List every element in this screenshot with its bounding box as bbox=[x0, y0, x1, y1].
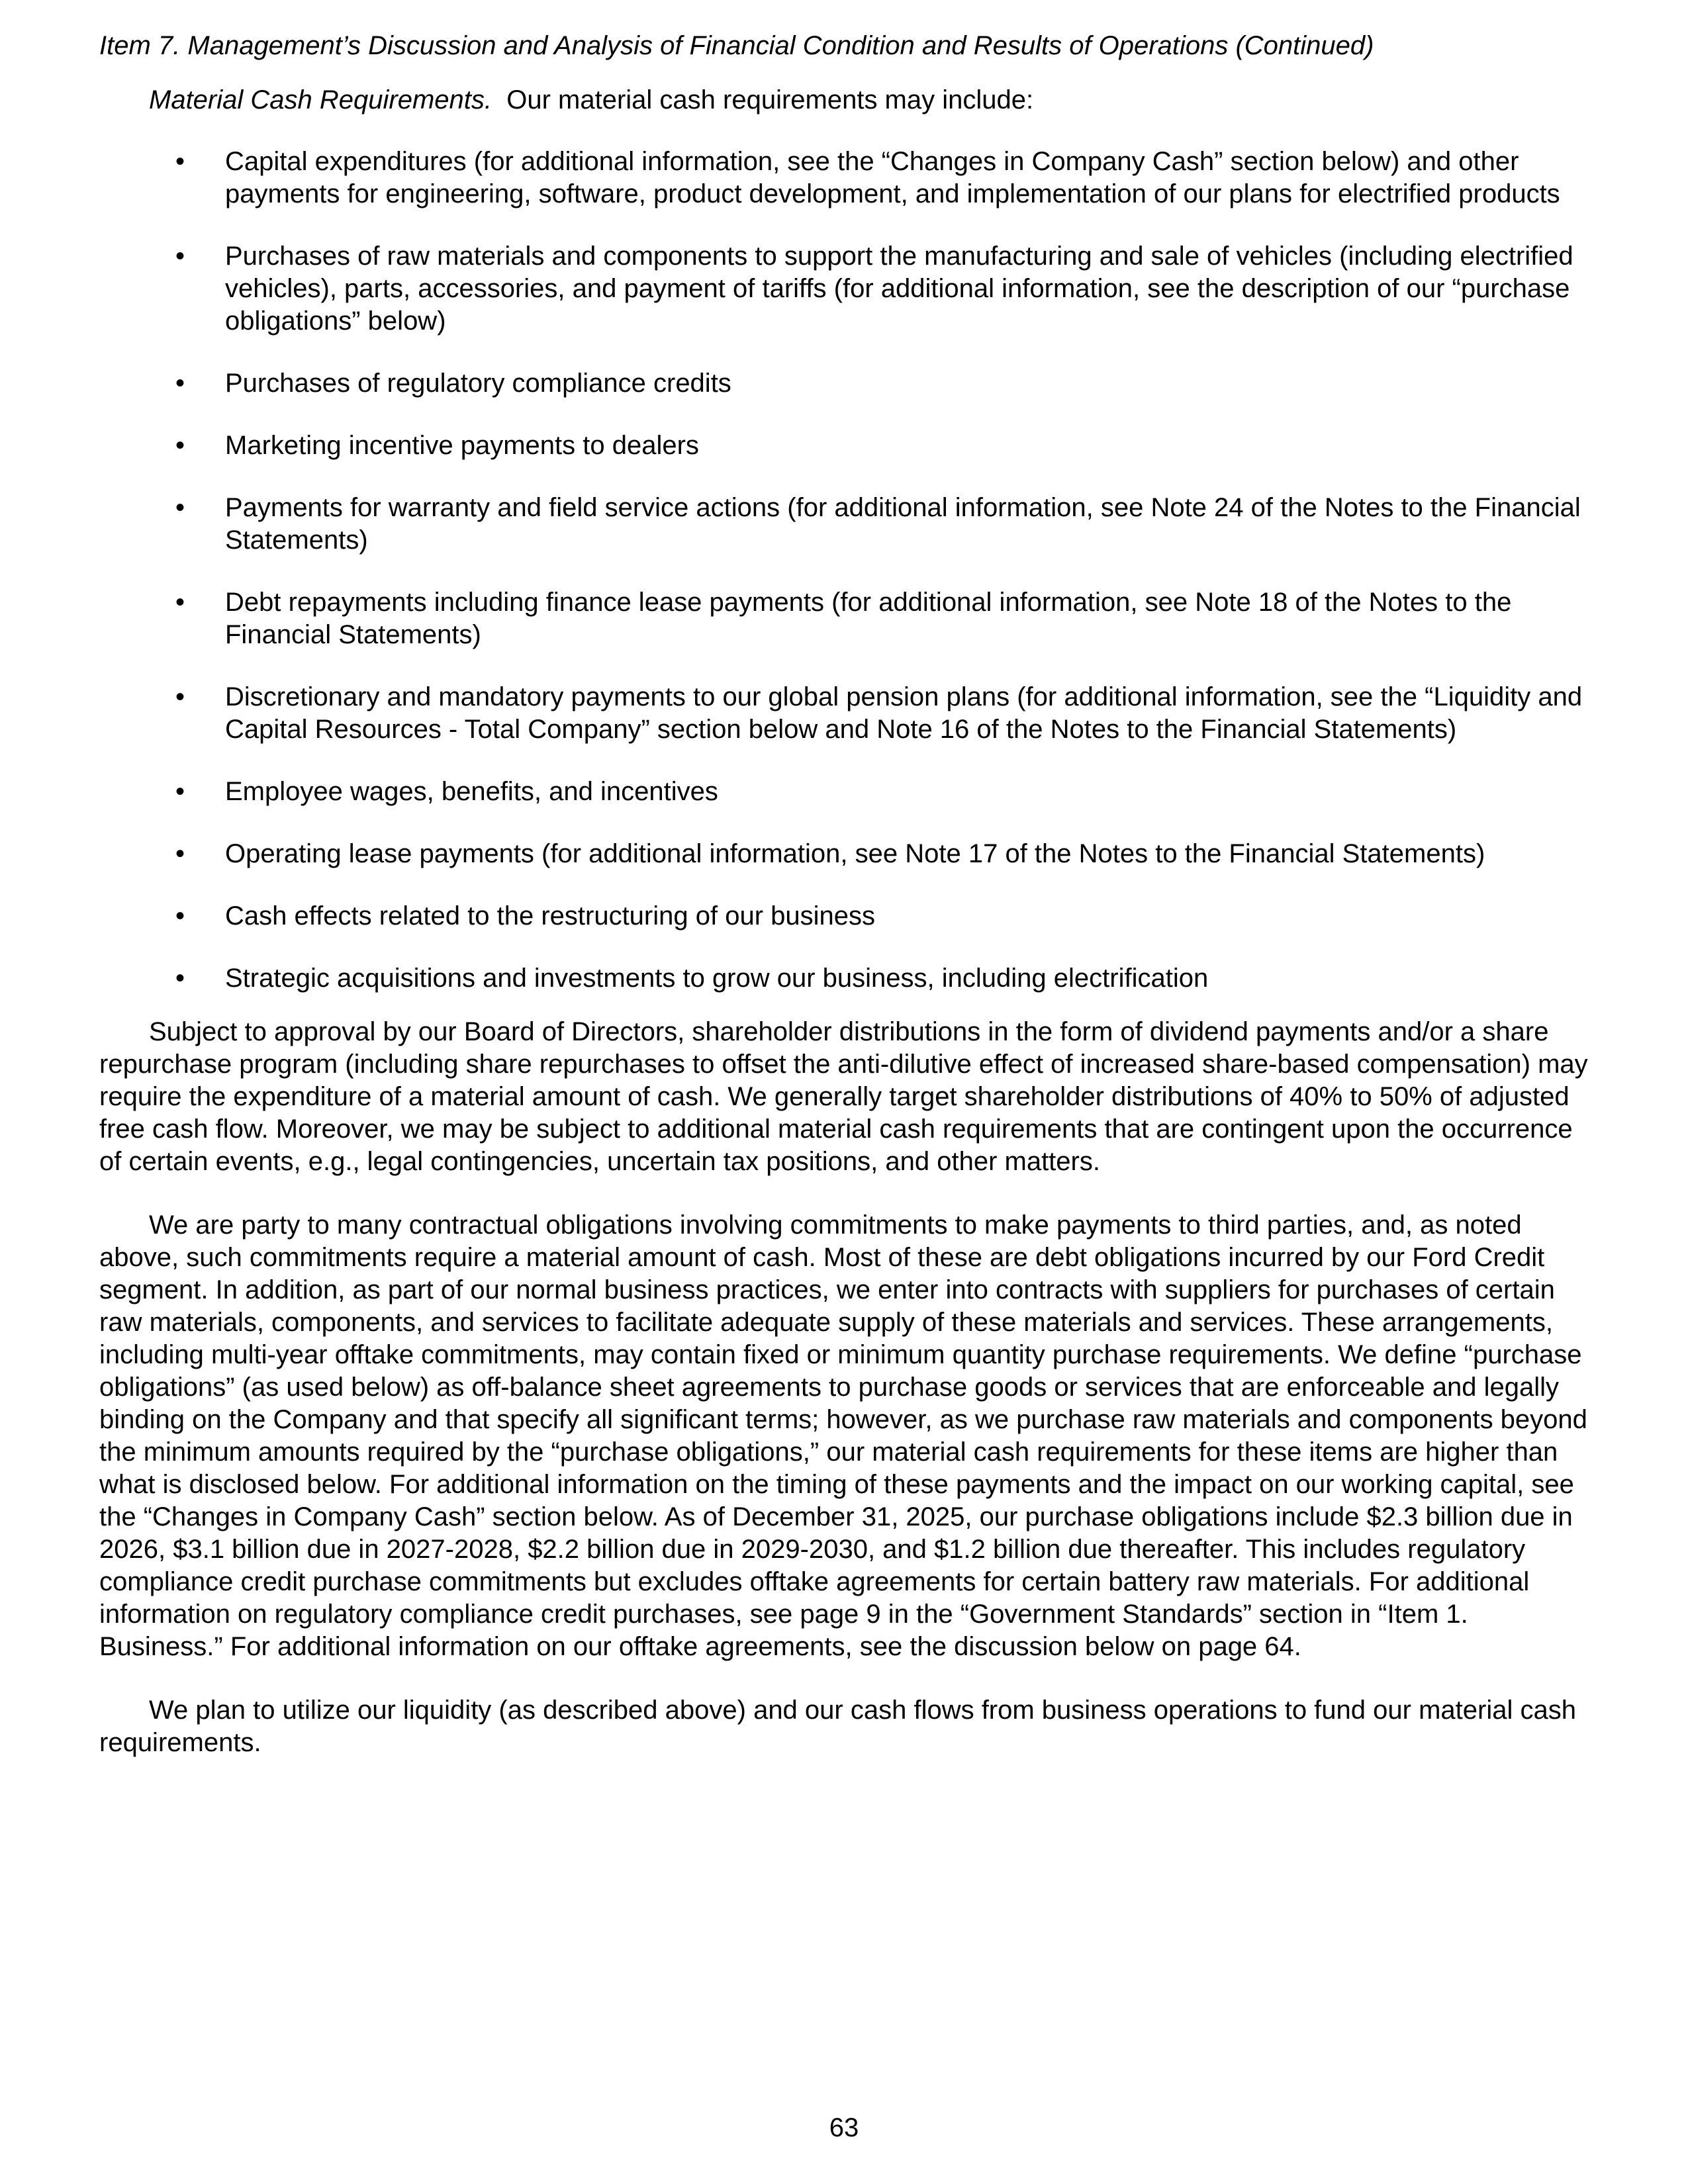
list-item-text: Capital expenditures (for additional information, see the “Changes in Company Cash” section below) and other payments for engineering, software, product development, and implementation of our plans for electrified products bbox=[225, 147, 1560, 208]
cash-requirements-list bbox=[99, 146, 1589, 995]
list-item bbox=[126, 367, 1589, 400]
page-number: 63 bbox=[829, 2113, 859, 2142]
list-item bbox=[126, 962, 1589, 995]
list-item bbox=[126, 586, 1589, 651]
list-item-text: Strategic acquisitions and investments to grow our business, including electrification bbox=[225, 964, 1209, 993]
list-item-text: Cash effects related to the restructuring of our business bbox=[225, 901, 876, 931]
list-item bbox=[126, 900, 1589, 933]
list-item-text: Marketing incentive payments to dealers bbox=[225, 431, 699, 460]
list-item-text: Debt repayments including finance lease payments (for additional information, see Note 18 of the Notes to the Financial Statements) bbox=[225, 588, 1512, 649]
list-item bbox=[126, 838, 1589, 870]
contractual-obligations-paragraph: We are party to many contractual obligations involving commitments to make payments to third parties, and, as noted above, such commitments require a material amount of cash. Most of these are debt obligations incurred by our Ford Credit segment. In addition, as part of our normal business practices, we enter into contracts with suppliers for purchases of certain raw materials, components, and services to facilitate adequate supply of these materials and services. These arrangements, including multi-year offtake commitments, may contain fixed or minimum quantity purchase requirements. We define “purchase obligations” (as used below) as off-balance sheet agreements to purchase goods or services that are enforceable and legally binding on the Company and that specify all significant terms; however, as we purchase raw materials and components beyond the minimum amounts required by the “purchase obligations,” our material cash requirements for these items are higher than what is disclosed below. For additional information on the timing of these payments and the impact on our working capital, see the “Changes in Company Cash” section below. As of December 31, 2025, our purchase obligations include $2.3 billion due in 2026, $3.1 billion due in 2027-2028, $2.2 billion due in 2029-2030, and $1.2 billion due thereafter. This includes regulatory compliance credit purchase commitments but excludes offtake agreements for certain battery raw materials. For additional information on regulatory compliance credit purchases, see page 9 in the “Government Standards” section in “Item 1. Business.” For additional information on our offtake agreements, see the discussion below on page 64. bbox=[99, 1210, 1587, 1661]
bullet-icon: • bbox=[175, 431, 185, 460]
list-item-text: Discretionary and mandatory payments to our global pension plans (for additional information, see the “Liquidity and Capital Resources - Total Company” section below and Note 16 of the Notes to the Financial Statements) bbox=[225, 682, 1583, 744]
list-item bbox=[126, 492, 1589, 557]
intro-line bbox=[149, 83, 1589, 116]
bullet-icon: • bbox=[175, 242, 185, 271]
document-page bbox=[99, 29, 1589, 1790]
bullet-icon: • bbox=[175, 588, 185, 617]
bullet-icon: • bbox=[175, 147, 185, 176]
list-item bbox=[126, 681, 1589, 746]
list-item-text: Operating lease payments (for additional information, see Note 17 of the Notes to the Financial Statements) bbox=[225, 839, 1485, 868]
shareholder-distributions-paragraph: Subject to approval by our Board of Directors, shareholder distributions in the form of dividend payments and/or a share repurchase program (including share repurchases to offset the anti-dilutive effect of increased share-based compensation) may require the expenditure of a material amount of cash. We generally target shareholder distributions of 40% to 50% of adjusted free cash flow. Moreover, we may be subject to additional material cash requirements that are contingent upon the occurrence of certain events, e.g., legal contingencies, uncertain tax positions, and other matters. bbox=[99, 1017, 1588, 1176]
intro-text: Our material cash requirements may include: bbox=[492, 85, 1034, 114]
list-item bbox=[126, 146, 1589, 210]
liquidity-plan-paragraph: We plan to utilize our liquidity (as described above) and our cash flows from business operations to fund our material cash requirements. bbox=[99, 1696, 1576, 1757]
bullet-icon: • bbox=[175, 682, 185, 711]
bullet-icon: • bbox=[175, 369, 185, 398]
list-item-text: Employee wages, benefits, and incentives bbox=[225, 777, 718, 806]
bullet-icon: • bbox=[175, 777, 185, 806]
list-item-text: Purchases of regulatory compliance credits bbox=[225, 369, 731, 398]
bullet-icon: • bbox=[175, 901, 185, 931]
bullet-icon: • bbox=[175, 964, 185, 993]
list-item bbox=[126, 240, 1589, 338]
bullet-icon: • bbox=[175, 839, 185, 868]
list-item bbox=[126, 430, 1589, 462]
intro-lead: Material Cash Requirements. bbox=[149, 85, 492, 114]
bullet-icon: • bbox=[175, 493, 185, 522]
list-item bbox=[126, 776, 1589, 808]
section-header: Item 7. Management’s Discussion and Analysis of Financial Condition and Results of Operations (Continued) bbox=[99, 31, 1374, 60]
list-item-text: Purchases of raw materials and components to support the manufacturing and sale of vehicles (including electrified vehicles), parts, accessories, and payment of tariffs (for additional information, see the description of our “purchase obligations” below) bbox=[225, 242, 1573, 336]
list-item-text: Payments for warranty and field service actions (for additional information, see Note 24 of the Notes to the Financial Statements) bbox=[225, 493, 1581, 555]
